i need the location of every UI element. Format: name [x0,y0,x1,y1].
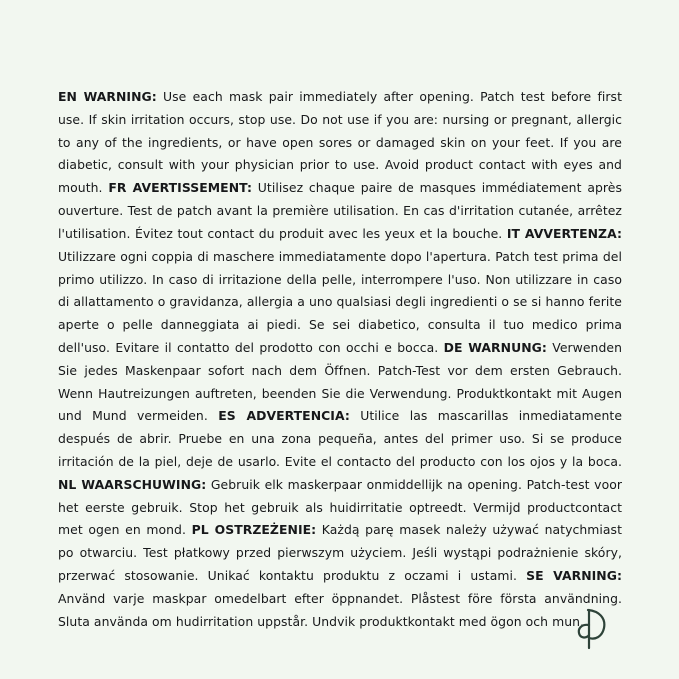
warning-language-label: IT AVVERTENZA: [506,225,623,241]
warning-language-text: Använd varje maskpar omedelbart efter öppnandet. Plåstest före första användning. Sluta använda om hudirritation uppstår. Undvik produktkontakt med ögon och mun. [58,590,622,629]
warning-language-text: Każdą parę masek należy używać natychmiast po otwarciu. Test płatkowy przed pierwszym użyciem. Jeśli wystąpi podrażnienie skóry, przerwać stosowanie. Unikać kontaktu produktu z oczami i ustami. [58,522,622,584]
warning-language-text: Utilice las mascarillas inmediatamente después de abrir. Pruebe en una zona pequeña, antes del primer uso. Si se produce irritación de la piel, deje de usarlo. Evite el contacto del producto con los ojos y la boca. [58,408,623,469]
warning-language-text: Verwenden Sie jedes Maskenpaar sofort nach dem Öffnen. Patch-Test vor dem ersten Gebrauch. Wenn Hautreizungen auftreten, beenden Sie die Verwendung. Produktkontakt mit Augen und Mund vermeiden. [58,339,622,424]
warning-language-label: SE VARNING: [526,568,622,584]
warning-language-label: PL OSTRZEŻENIE: [191,522,317,538]
multilingual-warning-text [58,86,622,634]
warning-language-label: FR AVERTISSEMENT: [108,180,252,196]
warning-language-text: Use each mask pair immediately after opening. Patch test before first use. If skin irritation occurs, stop use. Do not use if you are: nursing or pregnant, allergic to any of the ingredients, or have open sores or damaged skin on your feet. If you are diabetic, consult with your physician prior to use. Avoid product contact with eyes and mouth. [58,89,622,196]
warning-language-label: ES ADVERTENCIA: [218,408,350,424]
warning-language-label: EN WARNING: [58,89,157,104]
warning-language-label: DE WARNUNG: [443,339,547,355]
warning-language-label: NL WAARSCHUWING: [58,476,207,492]
warning-language-text: Utilizzare ogni coppia di maschere immediatamente dopo l'apertura. Patch test prima del primo utilizzo. In caso di irritazione della pelle, interrompere l'uso. Non utilizzare in caso di allattamento o gravidanza, allergia a uno qualsiasi degli ingredienti o se si hanno ferite aperte o pelle danneggiata ai piedi. Se sei diabetico, consulta il tuo medico prima dell'uso. Evitare il contatto del prodotto con occhi e bocca. [58,248,622,355]
warning-language-text: Gebruik elk maskerpaar onmiddellijk na opening. Patch-test voor het eerste gebruik. Stop het gebruik als huidirritatie optreedt. Vermijd productcontact met ogen en mond. [58,476,623,538]
warning-language-text: Utilisez chaque paire de masques immédiatement après ouverture. Test de patch avant la première utilisation. En cas d'irritation cutanée, arrêtez l'utilisation. Évitez tout contact du produit avec les yeux et la bouche. [58,180,622,241]
brand-leaf-p-logo [566,600,622,656]
